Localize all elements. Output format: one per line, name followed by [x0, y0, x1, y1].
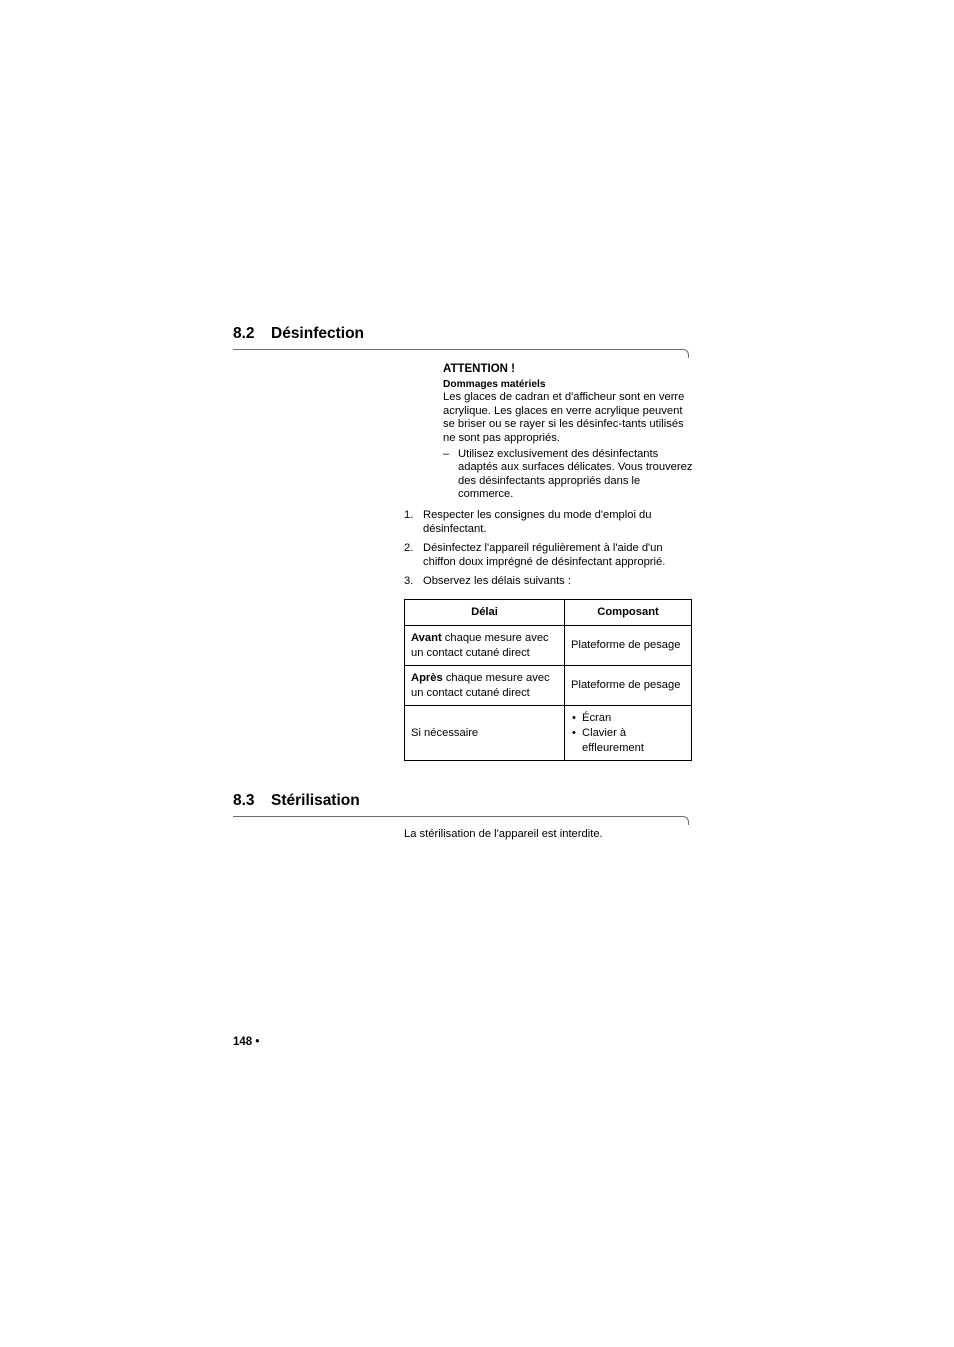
section-title: Stérilisation [271, 792, 360, 809]
column-header-component: Composant [565, 600, 692, 626]
warning-subtitle: Dommages matériels [443, 378, 546, 390]
delay-text: chaque mesure avec un contact cutané direct [411, 631, 549, 659]
list-item: • Écran [571, 711, 685, 726]
warning-title: ATTENTION ! [443, 363, 515, 375]
list-item [404, 508, 694, 536]
step-number: 2. [404, 542, 414, 554]
list-item [404, 574, 694, 588]
section-rule [233, 349, 683, 350]
table-header-row [405, 600, 692, 626]
steps-list [404, 508, 694, 588]
delay-text: chaque mesure avec un contact cutané direct [411, 671, 550, 699]
list-item [404, 541, 694, 569]
step-text: Respecter les consignes du mode d'emploi du désinfectant. [423, 509, 652, 535]
delay-bold: Après [411, 671, 443, 684]
step-number: 3. [404, 575, 414, 587]
step-text: Désinfectez l'appareil régulièrement à l'aide d'un chiffon doux imprégné de désinfectant approprié. [423, 542, 666, 568]
section-title: Désinfection [271, 325, 365, 342]
delay-cell [405, 626, 565, 666]
delay-cell: Si nécessaire [405, 706, 565, 761]
table-row [405, 626, 692, 666]
component-cell [565, 706, 692, 761]
table-row [405, 706, 692, 761]
section-heading-disinfection [233, 325, 364, 343]
component-cell: Plateforme de pesage [565, 626, 692, 666]
list-item: • Clavier à effleurement [571, 726, 685, 756]
sterilisation-text: La stérilisation de l'appareil est interdite. [404, 828, 603, 840]
section-rule [233, 816, 683, 817]
warning-instruction [443, 448, 693, 502]
section-heading-sterilisation [233, 792, 360, 810]
section-number: 8.2 [233, 325, 255, 342]
step-number: 1. [404, 509, 414, 521]
section-number: 8.3 [233, 792, 255, 809]
warning-block [443, 363, 693, 502]
warning-text: Les glaces de cadran et d'afficheur sont en verre acrylique. Les glaces en verre acrylique peuvent se briser ou se rayer si les désinfec-tants utilisés ne sont pas appropriés. [443, 391, 685, 444]
delay-cell [405, 666, 565, 706]
page-number: 148 • [233, 1036, 260, 1048]
dash-marker: – [443, 447, 450, 460]
component-list [571, 711, 685, 756]
step-text: Observez les délais suivants : [423, 575, 571, 587]
column-header-delay: Délai [405, 600, 565, 626]
table-row [405, 666, 692, 706]
component-cell: Plateforme de pesage [565, 666, 692, 706]
disinfection-table [404, 599, 692, 761]
delay-bold: Avant [411, 631, 442, 644]
warning-instruction-text: Utilisez exclusivement des désinfectants adaptés aux surfaces délicates. Vous trouverez des désinfectants appropriés dans le commerce. [458, 447, 693, 501]
